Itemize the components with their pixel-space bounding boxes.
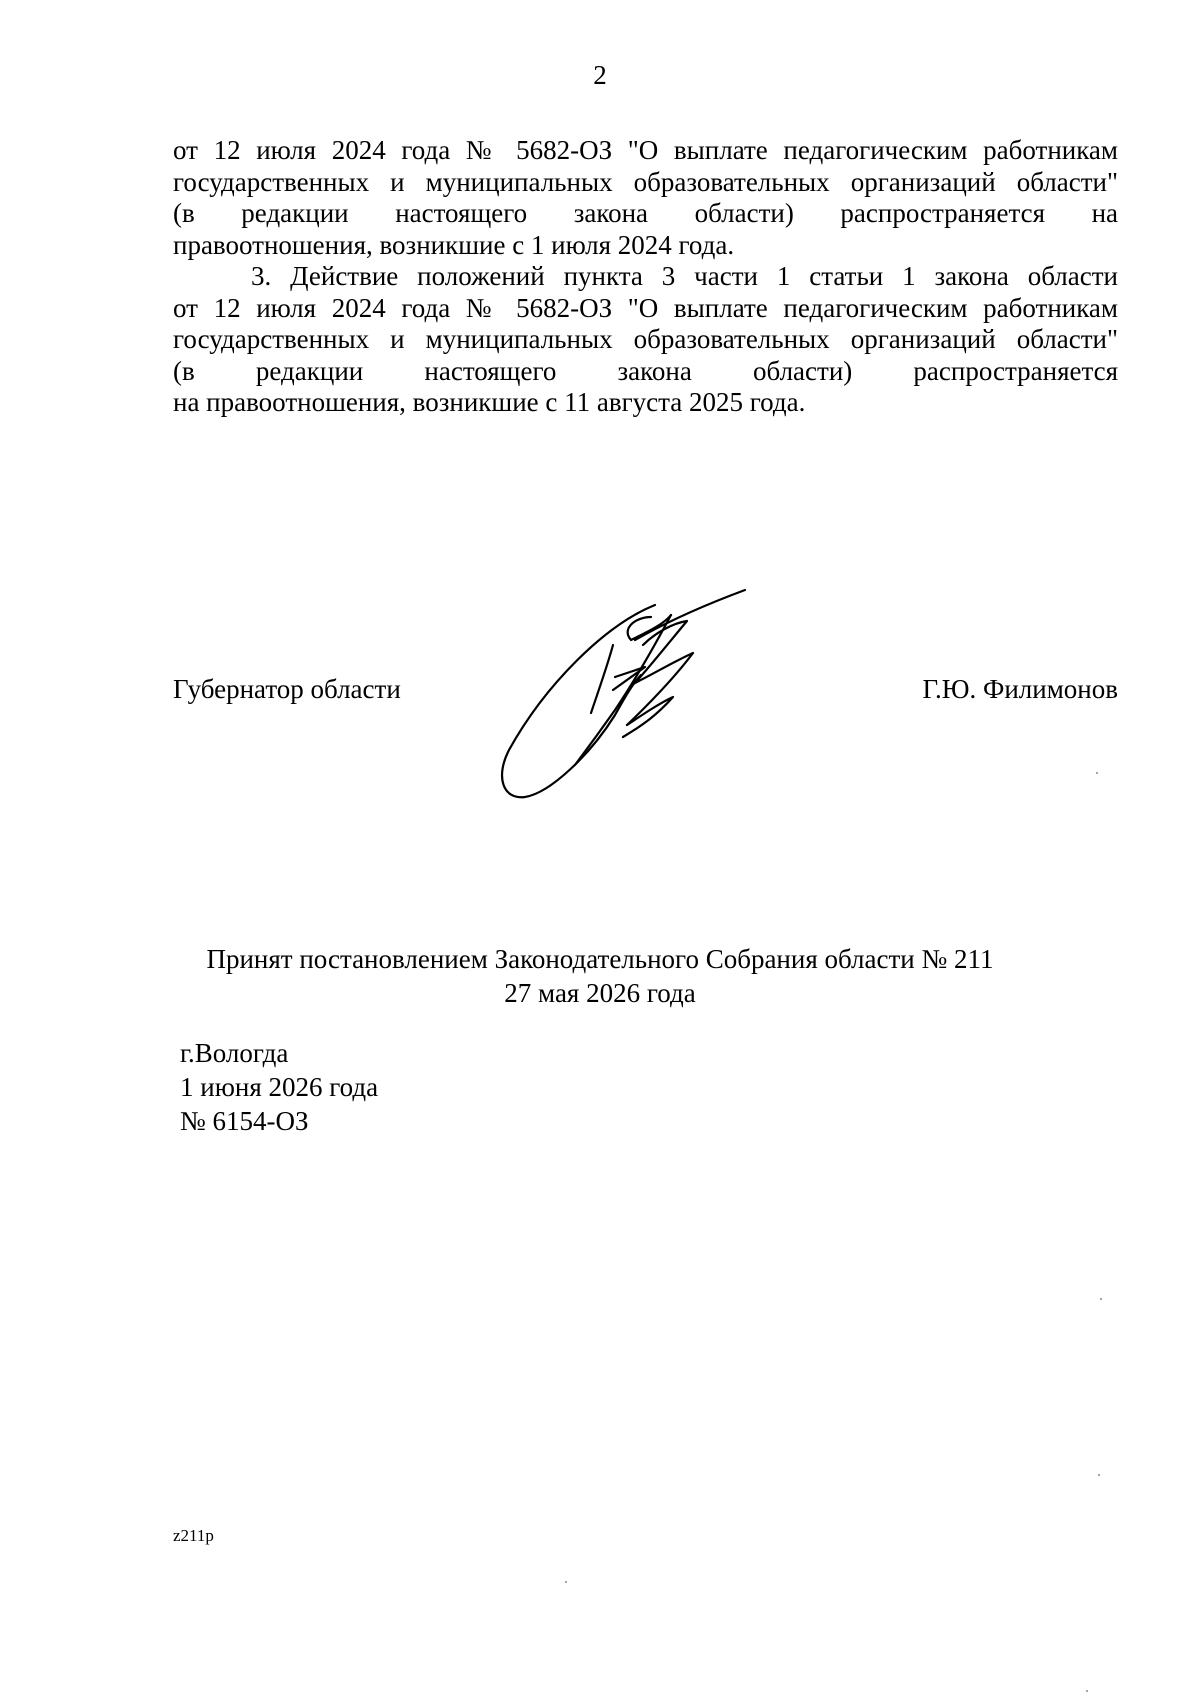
signatory-name: Г.Ю. Филимонов xyxy=(922,674,1118,704)
scan-speck xyxy=(1086,1690,1088,1692)
body-line-8: (в редакции настоящего закона области) распространяется xyxy=(173,355,1118,386)
body-line-2: государственных и муниципальных образовательных организаций области" xyxy=(173,166,1118,197)
page-number: 2 xyxy=(593,60,607,90)
scan-speck xyxy=(565,1581,567,1583)
scan-speck xyxy=(1100,1298,1102,1300)
scan-speck xyxy=(1098,1474,1100,1476)
scan-speck xyxy=(1096,772,1098,774)
signing-date: 1 июня 2026 года xyxy=(180,1072,379,1102)
body-line-1: от 12 июля 2024 года № 5682-ОЗ "О выплате педагогическим работникам xyxy=(173,135,1118,165)
law-number: № 6154-ОЗ xyxy=(180,1106,309,1136)
body-line-7: государственных и муниципальных образовательных организаций области" xyxy=(173,324,1118,354)
body-line-5: 3. Действие положений пункта 3 части 1 статьи 1 закона области xyxy=(251,261,1118,291)
body-line-3: (в редакции настоящего закона области) распространяется на xyxy=(173,198,1118,228)
adoption-line-2: 27 мая 2026 года xyxy=(504,978,696,1008)
adoption-line-1: Принят постановлением Законодательного Собрания области № 211 xyxy=(206,944,994,974)
document-code: z211p xyxy=(173,1526,214,1545)
handwritten-signature xyxy=(495,585,840,810)
body-line-4: правоотношения, возникшие с 1 июля 2024 года. xyxy=(173,229,735,260)
adoption-note xyxy=(0,942,1200,1010)
city: г.Вологда xyxy=(180,1038,289,1068)
signatory-position: Губернатор области xyxy=(173,674,401,704)
law-body-text xyxy=(173,135,1118,419)
body-line-9: на правоотношения, возникшие с 11 августа 2025 года. xyxy=(173,387,806,417)
place-date-number-block xyxy=(180,1036,378,1138)
body-line-6: от 12 июля 2024 года № 5682-ОЗ "О выплате педагогическим работникам xyxy=(173,292,1118,323)
